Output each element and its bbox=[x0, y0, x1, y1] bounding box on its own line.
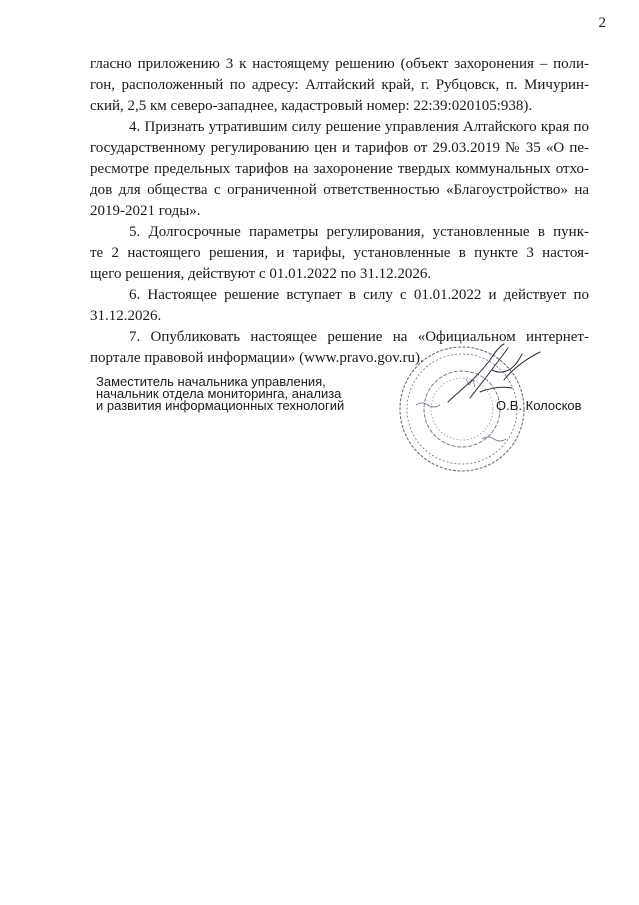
signatory-position-line: начальник отдела мониторинга, анализа bbox=[96, 386, 342, 401]
signatory-position-line: и развития информационных технологий bbox=[96, 398, 345, 413]
body-line: 2019-2021 годы». bbox=[90, 203, 201, 219]
body-line: 4. Признать утратившим силу решение управления Алтайского края по bbox=[129, 119, 589, 135]
body-line: дов для общества с ограниченной ответственностью «Благоустройство» на bbox=[90, 182, 589, 198]
body-line: 31.12.2026. bbox=[90, 308, 162, 324]
body-line: те 2 настоящего решения, и тарифы, установленные в пункте 3 настоя- bbox=[90, 245, 589, 261]
body-line: гласно приложению 3 к настоящему решению (объект захоронения – поли- bbox=[90, 56, 589, 72]
body-line: 6. Настоящее решение вступает в силу с 01.01.2022 и действует по bbox=[129, 287, 589, 303]
body-line: щего решения, действуют с 01.01.2022 по 31.12.2026. bbox=[90, 266, 432, 282]
body-line: 7. Опубликовать настоящее решение на «Официальном интернет- bbox=[129, 329, 589, 345]
body-line: гон, расположенный по адресу: Алтайский край, г. Рубцовск, п. Мичурин- bbox=[90, 77, 589, 93]
body-line: портале правовой информации» (www.pravo.gov.ru). bbox=[90, 350, 424, 366]
page-number: 2 bbox=[598, 15, 606, 31]
body-line: государственному регулированию цен и тарифов от 29.03.2019 № 35 «О пе- bbox=[90, 140, 589, 156]
body-line: ресмотре предельных тарифов на захоронение твердых коммунальных отхо- bbox=[90, 161, 589, 177]
signer-name: О.В. Колосков bbox=[496, 398, 582, 413]
body-line: ский, 2,5 км северо-западнее, кадастровый номер: 22:39:020105:938). bbox=[90, 98, 533, 114]
signatory-position-line: Заместитель начальника управления, bbox=[96, 374, 326, 389]
body-line: 5. Долгосрочные параметры регулирования, установленные в пунк- bbox=[129, 224, 589, 240]
